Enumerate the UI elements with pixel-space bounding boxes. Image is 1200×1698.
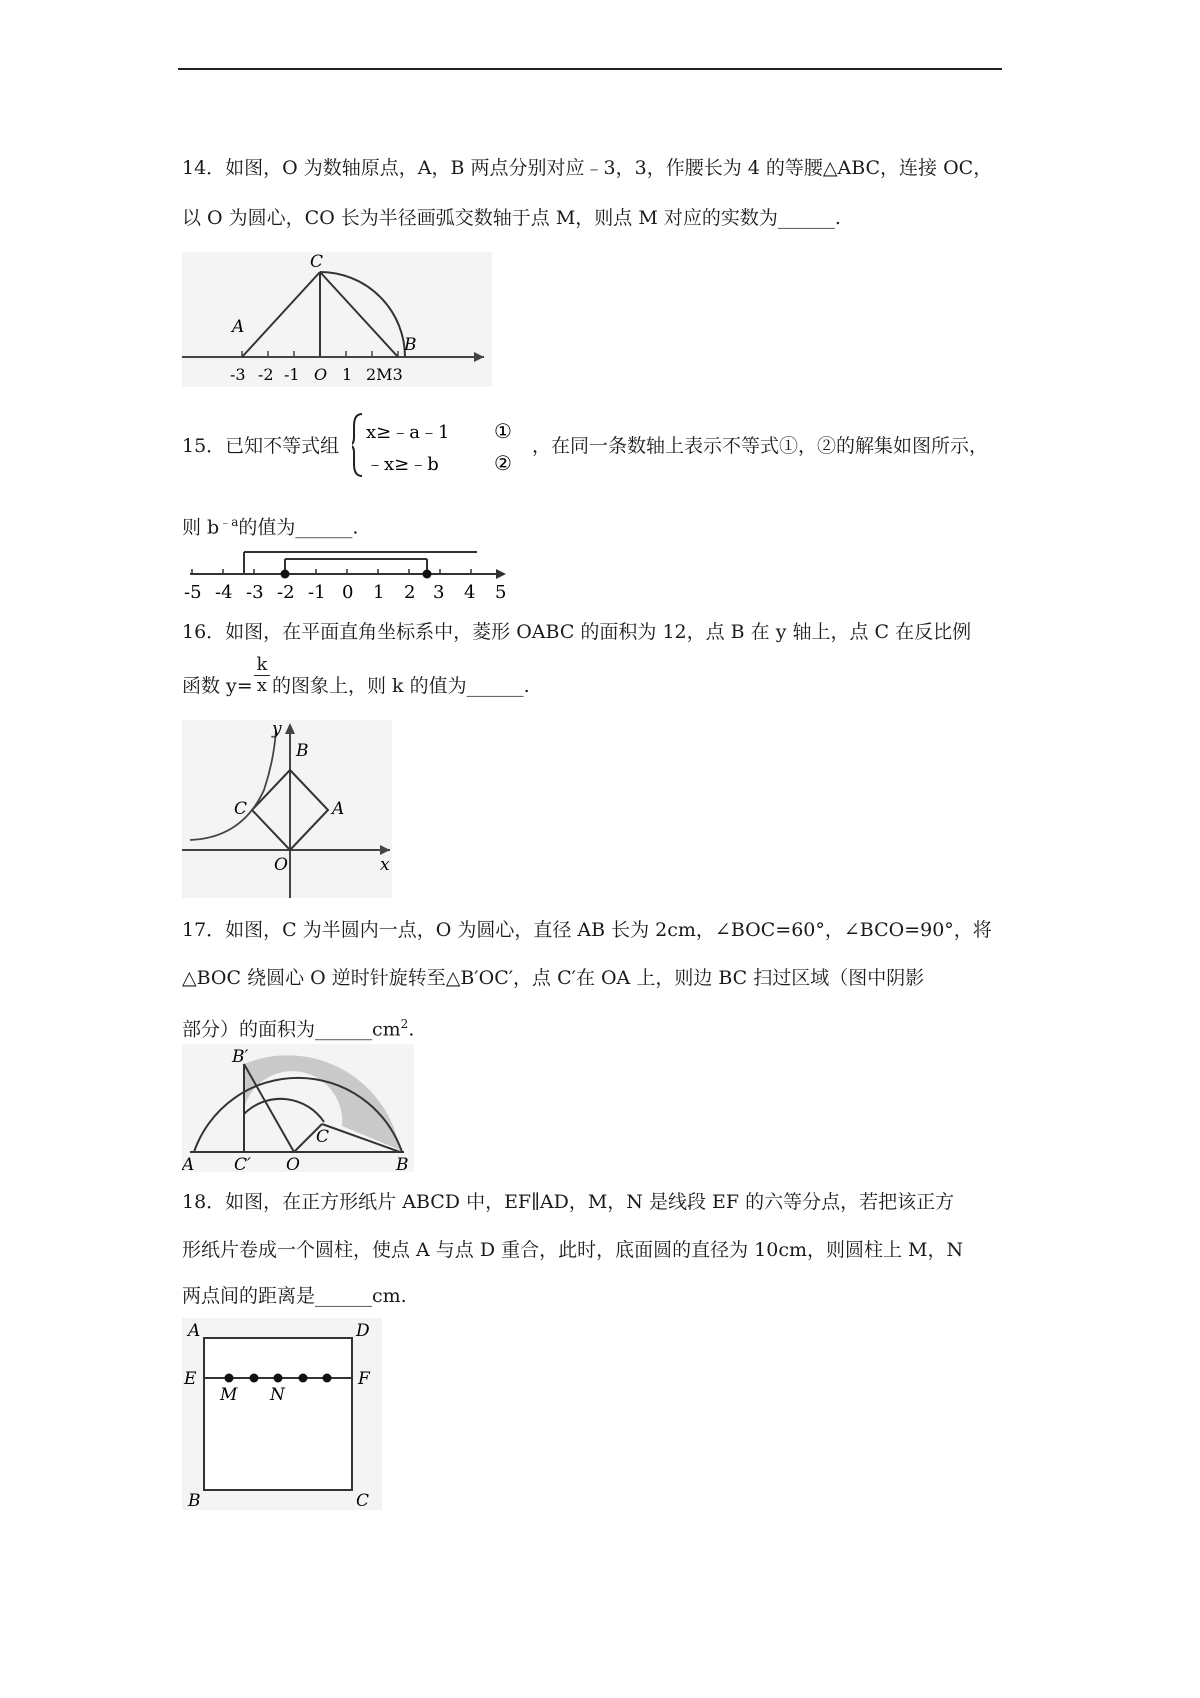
q16-fraction-num: k [256,654,268,675]
q16-figure [182,720,392,898]
q18-label-b: B [188,1491,201,1510]
q15-tick-m4: -4 [215,582,233,602]
q18-line1: 18．如图，在正方形纸片 ABCD 中，EF∥AD，M，N 是线段 EF 的六等分点，若把该正方 [182,1191,955,1213]
q17-line3 [182,1010,414,1043]
q14-label-b: B [404,335,417,355]
q18-label-m: M [220,1385,238,1405]
q15-line2 [182,508,358,541]
q15-mark1: ① [494,419,512,443]
q15-inequality-system [352,412,527,478]
q14-label-c: C [310,252,324,272]
q18-label-c: C [356,1491,370,1510]
q16-line1: 16．如图，在平面直角坐标系中，菱形 OABC 的面积为 12，点 B 在 y 轴上，点 C 在反比例 [182,621,972,643]
q17-line2: △BOC 绕圆心 O 逆时针旋转至△B′OC′，点 C′在 OA 上，则边 BC 扫过区域（图中阴影 [182,967,925,989]
q18-line3: 两点间的距离是______cm. [182,1285,407,1307]
q17-label-a: A [182,1155,195,1172]
q14-tick-1: 1 [342,365,353,384]
q15-tick-4: 4 [464,582,476,602]
q15-figure [182,544,512,602]
q18-label-e: E [184,1369,197,1389]
q17-line1: 17．如图，C 为半圆内一点，O 为圆心，直径 AB 长为 2cm，∠BOC=60°，∠BCO=90°，将 [182,919,992,941]
q15-line2-post: 的值为______. [238,516,359,539]
q16-fraction-den: x [254,675,270,696]
q14-line1: 14．如图，O 为数轴原点，A，B 两点分别对应﹣3，3，作腰长为 4 的等腰△ABC，连接 OC， [182,157,993,179]
q15-tick-2: 2 [404,582,416,602]
header-rule [178,68,1002,70]
q16-line2-pre: 函数 y= [182,675,253,697]
q15-tick-1: 1 [373,582,385,602]
q14-tick-m3: -3 [230,365,246,384]
q14-tick-o: O [314,365,328,384]
q15-suffix: ，在同一条数轴上表示不等式①，②的解集如图所示， [532,435,989,457]
q15-tick-3: 3 [433,582,445,602]
q15-tick-0: 0 [342,582,354,602]
q15-exponent: ﹣a [219,515,239,529]
q16-label-x: x [380,855,390,875]
q14-tick-2m3: 2M3 [366,365,403,384]
q17-figure [182,1044,414,1172]
q16-line2-post: 的图象上，则 k 的值为______. [272,675,530,697]
q16-label-c: C [234,799,248,819]
q15-tick-m3: -3 [246,582,264,602]
q14-figure [182,252,492,387]
q15-ineq1: x≥﹣a﹣1 [366,422,450,443]
q17-label-b: B [396,1155,409,1172]
q15-tick-m2: -2 [277,582,295,602]
q15-tick-m5: -5 [184,582,202,602]
q17-line3-post: . [408,1018,415,1041]
q15-prefix: 15．已知不等式组 [182,435,340,457]
q17-line3-pre: 部分）的面积为______cm [182,1018,401,1041]
q16-label-a: A [332,799,345,819]
q14-label-a: A [232,317,245,337]
q18-line2: 形纸片卷成一个圆柱，使点 A 与点 D 重合，此时，底面圆的直径为 10cm，则圆柱上 M，N [182,1239,964,1261]
q14-line2: 以 O 为圆心，CO 长为半径画弧交数轴于点 M，则点 M 对应的实数为______. [182,207,841,229]
q15-line2-pre: 则 b [182,516,220,539]
q18-label-d: D [356,1321,370,1341]
q17-label-o: O [286,1155,300,1172]
q16-label-o: O [274,855,288,875]
q15-ineq2: ﹣x≥﹣b [366,454,439,475]
q17-label-cprime: C′ [234,1155,251,1172]
q17-label-c: C [316,1127,330,1147]
q18-label-f: F [358,1369,370,1389]
q18-figure [182,1318,382,1510]
q15-mark2: ② [494,451,512,475]
q16-label-b: B [296,741,309,761]
q18-label-n: N [270,1385,285,1405]
q14-tick-m1: -1 [284,365,300,384]
q18-label-a: A [188,1321,201,1341]
q17-label-bprime: B′ [232,1047,249,1067]
q17-line3-sup: 2 [400,1017,409,1031]
q15-tick-m1: -1 [308,582,326,602]
q16-label-y: y [272,720,282,739]
q14-tick-m2: -2 [258,365,274,384]
q16-fraction [254,654,270,696]
q15-tick-5: 5 [495,582,507,602]
